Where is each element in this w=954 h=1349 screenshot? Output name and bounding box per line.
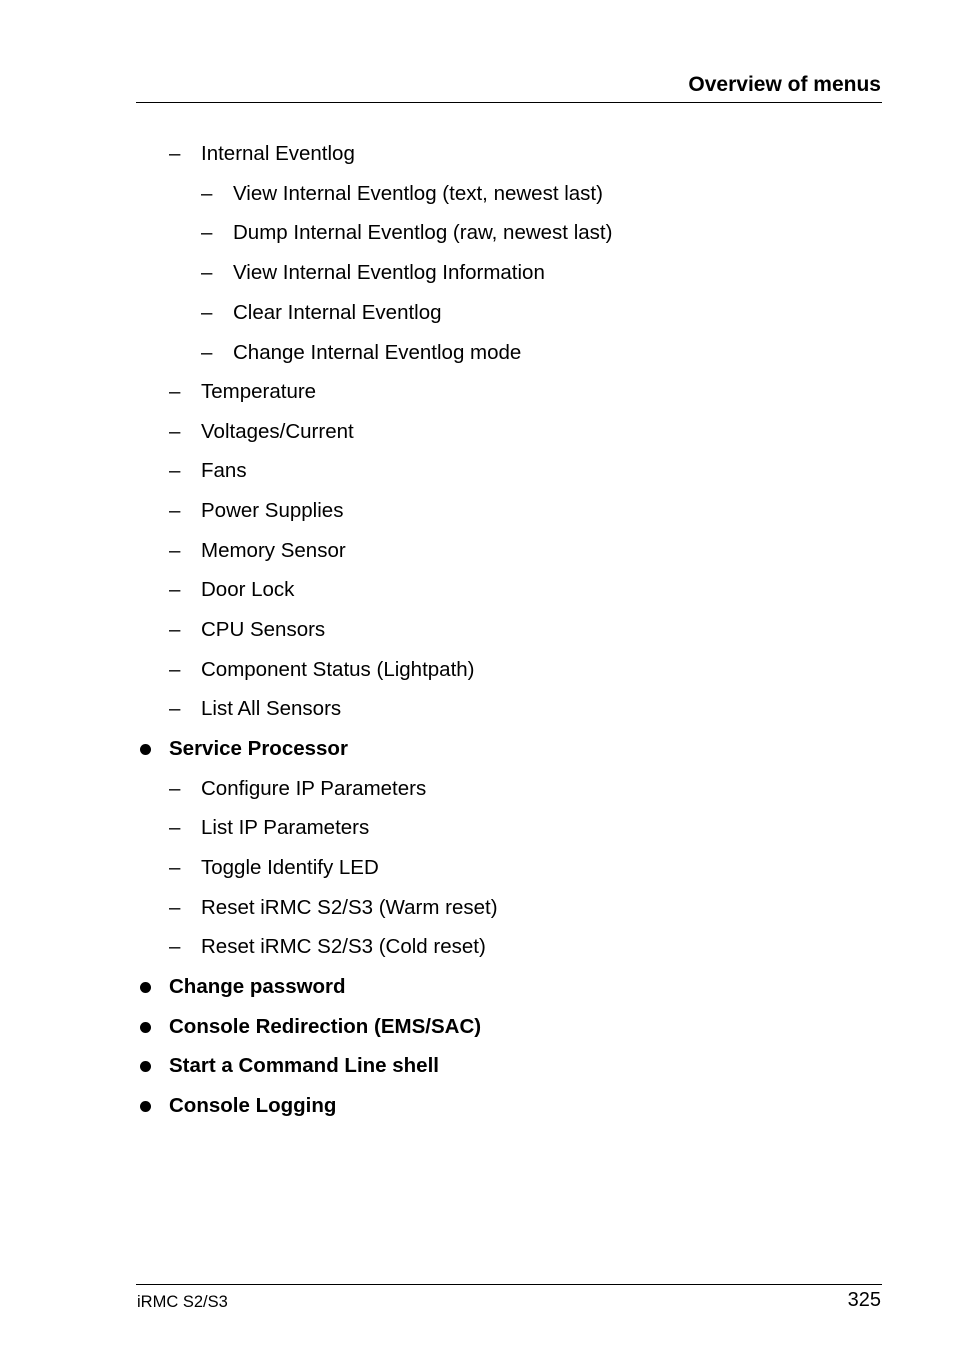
- list-item-label: Memory Sensor: [201, 539, 346, 562]
- dash-marker: –: [169, 935, 181, 958]
- bullet-icon: [140, 982, 151, 993]
- list-item-label: Fans: [201, 459, 247, 482]
- list-item-label: Toggle Identify LED: [201, 856, 379, 879]
- list-item-label: List All Sensors: [201, 697, 342, 720]
- list-item-label: Clear Internal Eventlog: [233, 301, 442, 324]
- list-item-label: CPU Sensors: [201, 618, 326, 641]
- dash-marker: –: [169, 499, 181, 522]
- dash-marker: –: [201, 301, 213, 324]
- bullet-item-label: Console Redirection (EMS/SAC): [169, 1015, 482, 1038]
- list-item-label: List IP Parameters: [201, 816, 370, 839]
- dash-marker: –: [169, 380, 181, 403]
- list-item-label: Configure IP Parameters: [201, 777, 427, 800]
- list-item-label: Voltages/Current: [201, 420, 354, 443]
- dash-marker: –: [169, 459, 181, 482]
- list-item-label: Reset iRMC S2/S3 (Warm reset): [201, 896, 498, 919]
- bullet-icon: [140, 1022, 151, 1033]
- dash-marker: –: [169, 420, 181, 443]
- list-item-label: Door Lock: [201, 578, 295, 601]
- running-header-title: Overview of menus: [688, 73, 881, 96]
- bullet-item-label: Console Logging: [169, 1094, 337, 1117]
- list-item-label: View Internal Eventlog (text, newest last): [233, 182, 603, 205]
- dash-marker: –: [201, 261, 213, 284]
- header-divider: [136, 102, 882, 103]
- bullet-item-label: Service Processor: [169, 737, 348, 760]
- footer-divider: [136, 1284, 882, 1285]
- bullet-icon: [140, 744, 151, 755]
- bullet-item-label: Change password: [169, 975, 346, 998]
- page-number: 325: [847, 1289, 881, 1311]
- footer-product-name: iRMC S2/S3: [137, 1293, 228, 1311]
- dash-marker: –: [169, 142, 181, 165]
- list-item-label: Temperature: [201, 380, 317, 403]
- dash-marker: –: [169, 618, 181, 641]
- list-item-label: View Internal Eventlog Information: [233, 261, 545, 284]
- list-item-label: Power Supplies: [201, 499, 344, 522]
- bullet-icon: [140, 1061, 151, 1072]
- dash-marker: –: [169, 658, 181, 681]
- list-item-label: Internal Eventlog: [201, 142, 355, 165]
- dash-marker: –: [169, 539, 181, 562]
- list-item-label: Change Internal Eventlog mode: [233, 341, 522, 364]
- dash-marker: –: [169, 777, 181, 800]
- dash-marker: –: [169, 816, 181, 839]
- list-item-label: Component Status (Lightpath): [201, 658, 475, 681]
- dash-marker: –: [201, 221, 213, 244]
- list-item-label: Reset iRMC S2/S3 (Cold reset): [201, 935, 486, 958]
- bullet-icon: [140, 1101, 151, 1112]
- dash-marker: –: [169, 856, 181, 879]
- dash-marker: –: [201, 182, 213, 205]
- bullet-item-label: Start a Command Line shell: [169, 1054, 439, 1077]
- dash-marker: –: [169, 697, 181, 720]
- list-item-label: Dump Internal Eventlog (raw, newest last): [233, 221, 613, 244]
- dash-marker: –: [169, 896, 181, 919]
- dash-marker: –: [201, 341, 213, 364]
- dash-marker: –: [169, 578, 181, 601]
